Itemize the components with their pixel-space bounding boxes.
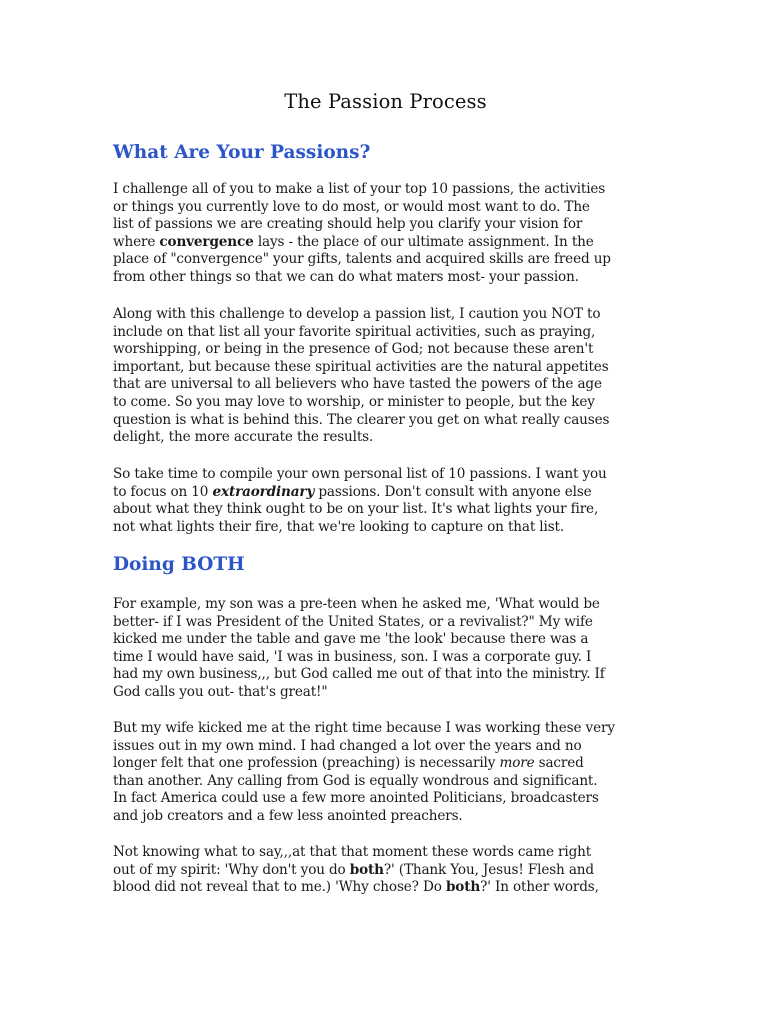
text-fragment: blood did not reveal that to me.) 'Why chose? Do bbox=[113, 879, 446, 896]
text-line: kicked me under the table and gave me 'the look' because there was a bbox=[113, 631, 589, 648]
paragraph-1 bbox=[113, 181, 653, 287]
text-line bbox=[113, 862, 653, 880]
document-title: The Passion Process bbox=[284, 90, 487, 113]
text-line bbox=[113, 755, 653, 773]
text-line: that are universal to all believers who have tasted the powers of the age bbox=[113, 376, 602, 393]
paragraph-5 bbox=[113, 720, 653, 826]
text-line bbox=[113, 234, 653, 252]
section-heading-passions: What Are Your Passions? bbox=[113, 142, 371, 163]
bold-italic-term-extraordinary: extraordinary bbox=[212, 483, 315, 500]
bold-term-both: both bbox=[349, 861, 384, 878]
text-line: and job creators and a few less anointed preachers. bbox=[113, 807, 463, 824]
text-line: or things you currently love to do most, or would most want to do. The bbox=[113, 198, 590, 215]
text-fragment: to focus on 10 bbox=[113, 483, 213, 500]
text-line: delight, the more accurate the results. bbox=[113, 429, 374, 446]
text-line bbox=[113, 879, 653, 897]
text-line: than another. Any calling from God is equally wondrous and significant. bbox=[113, 772, 598, 789]
text-line: question is what is behind this. The clearer you get on what really causes bbox=[113, 411, 610, 428]
section-heading-doing-both: Doing BOTH bbox=[113, 554, 245, 575]
text-line: place of "convergence" your gifts, talents and acquired skills are freed up bbox=[113, 251, 611, 268]
paragraph-2 bbox=[113, 306, 653, 447]
text-fragment: longer felt that one profession (preaching) is necessarily bbox=[113, 755, 500, 772]
text-line: from other things so that we can do what maters most- your passion. bbox=[113, 268, 579, 285]
text-line: issues out in my own mind. I had changed a lot over the years and no bbox=[113, 737, 582, 754]
italic-term-more: more bbox=[499, 755, 535, 772]
text-line: But my wife kicked me at the right time because I was working these very bbox=[113, 720, 615, 736]
text-line: God calls you out- that's great!" bbox=[113, 683, 328, 700]
text-line: include on that list all your favorite spiritual activities, such as praying, bbox=[113, 323, 596, 340]
text-line: list of passions we are creating should help you clarify your vision for bbox=[113, 216, 583, 233]
bold-term-both: both bbox=[445, 879, 481, 896]
paragraph-3 bbox=[113, 466, 653, 536]
text-line bbox=[113, 484, 653, 502]
text-fragment: passions. Don't consult with anyone else bbox=[314, 483, 592, 500]
text-line: not what lights their fire, that we're looking to capture on that list. bbox=[113, 518, 565, 535]
text-fragment: sacred bbox=[534, 755, 584, 772]
text-line: about what they think ought to be on your list. It's what lights your fire, bbox=[113, 501, 599, 518]
paragraph-6 bbox=[113, 844, 653, 897]
text-line: I challenge all of you to make a list of your top 10 passions, the activities bbox=[113, 181, 606, 197]
text-line: So take time to compile your own personal list of 10 passions. I want you bbox=[113, 466, 607, 482]
text-line: had my own business,,, but God called me out of that into the ministry. If bbox=[113, 666, 605, 683]
text-fragment: where bbox=[113, 233, 160, 250]
text-line: worshipping, or being in the presence of God; not because these aren't bbox=[113, 341, 594, 358]
text-fragment: ?' In other words, bbox=[480, 879, 599, 896]
text-line: important, but because these spiritual activities are the natural appetites bbox=[113, 358, 609, 375]
text-line: In fact America could use a few more anointed Politicians, broadcasters bbox=[113, 790, 599, 807]
bold-term-convergence: convergence bbox=[159, 233, 254, 250]
text-line: Not knowing what to say,,,at that that moment these words came right bbox=[113, 844, 592, 860]
text-fragment: lays - the place of our ultimate assignment. In the bbox=[253, 233, 594, 250]
text-line: better- if I was President of the United States, or a revivalist?" My wife bbox=[113, 613, 593, 630]
text-line: Along with this challenge to develop a passion list, I caution you NOT to bbox=[113, 306, 601, 322]
text-line: time I would have said, 'I was in business, son. I was a corporate guy. I bbox=[113, 648, 592, 665]
text-fragment: ?' (Thank You, Jesus! Flesh and bbox=[383, 861, 594, 878]
text-fragment: out of my spirit: 'Why don't you do bbox=[113, 861, 350, 878]
text-line: For example, my son was a pre-teen when he asked me, 'What would be bbox=[113, 596, 600, 612]
paragraph-4 bbox=[113, 596, 653, 702]
text-line: to come. So you may love to worship, or minister to people, but the key bbox=[113, 393, 595, 410]
